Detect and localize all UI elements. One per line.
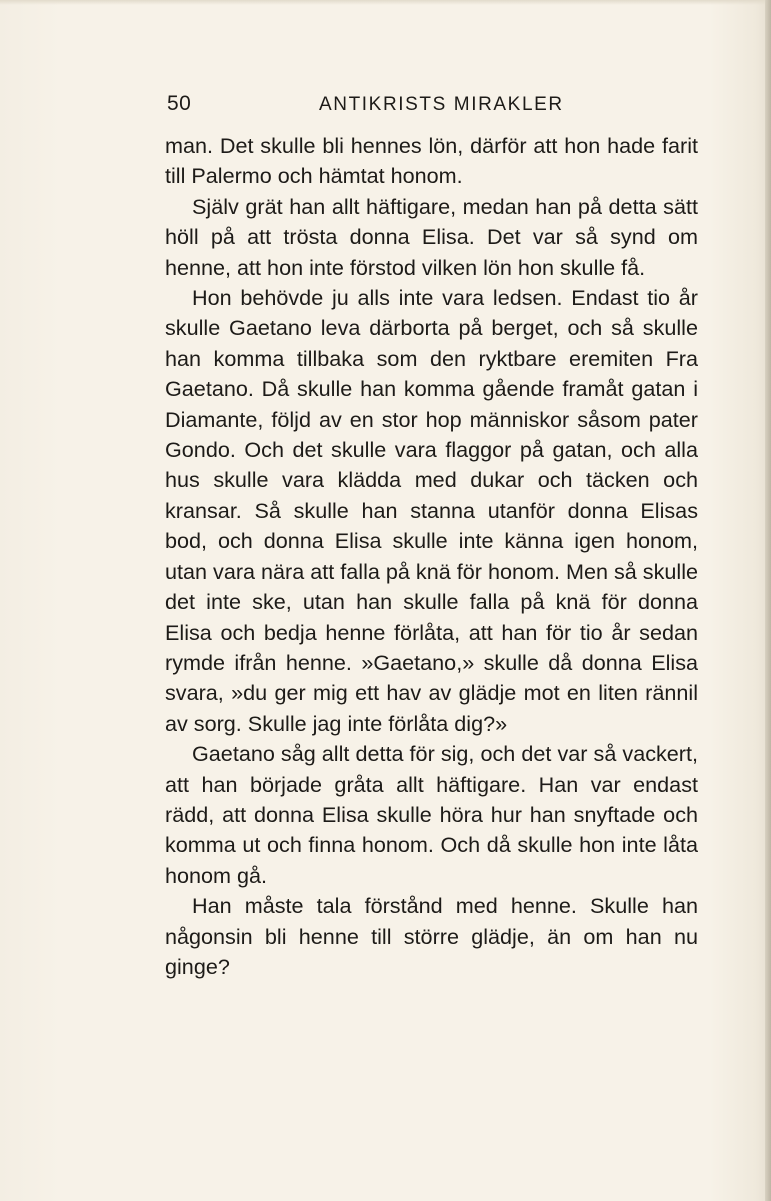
body-text xyxy=(165,131,698,982)
paragraph-4: Gaetano såg allt detta för sig, och det var så vackert, att han började gråta allt häftigare. Han var endast rädd, att donna Elisa skulle höra hur han snyftade och komma ut och finna honom. Och då skulle hon inte låta honom gå. xyxy=(165,741,698,888)
page-top-edge xyxy=(0,0,771,5)
paragraph-1: man. Det skulle bli hennes lön, därför att hon hade farit till Palermo och hämtat honom. xyxy=(165,133,698,189)
paragraph-5: Han måste tala förstånd med henne. Skulle han någonsin bli henne till större glädje, än om han nu ginge? xyxy=(165,893,698,979)
page-number: 50 xyxy=(167,92,192,115)
page-right-edge xyxy=(765,0,771,1201)
running-title: ANTIKRISTS MIRAKLER xyxy=(319,94,564,115)
paragraph-2: Själv grät han allt häftigare, medan han på detta sätt höll på att trösta donna Elisa. Det var så synd om henne, att hon inte förstod vilken lön hon skulle få. xyxy=(165,193,698,280)
paragraph-3: Hon behövde ju alls inte vara ledsen. Endast tio år skulle Gaetano leva därborta på berget, och så skulle han komma tillbaka som den ryktbare eremiten Fra Gaetano. Då skulle han komma gående framåt gatan i Diamante, följd av en stor hop människor såsom pater Gondo. Och det skulle vara flaggor på gatan, och alla hus skulle vara klädda med dukar och täcken och kransar. Så skulle han stanna utanför donna Elisas bod, och donna Elisa skulle inte känna igen honom, utan vara nära att falla på knä för honom. Men så skulle det inte ske, utan han skulle falla på knä för donna Elisa och bedja henne förlåta, att han för tio år sedan rymde ifrån henne. »Gaetano,» skulle då donna Elisa svara, »du ger mig ett hav av glädje mot en liten rännil av sorg. Skulle jag inte förlåta dig?» xyxy=(165,285,698,736)
page-header xyxy=(164,88,699,118)
